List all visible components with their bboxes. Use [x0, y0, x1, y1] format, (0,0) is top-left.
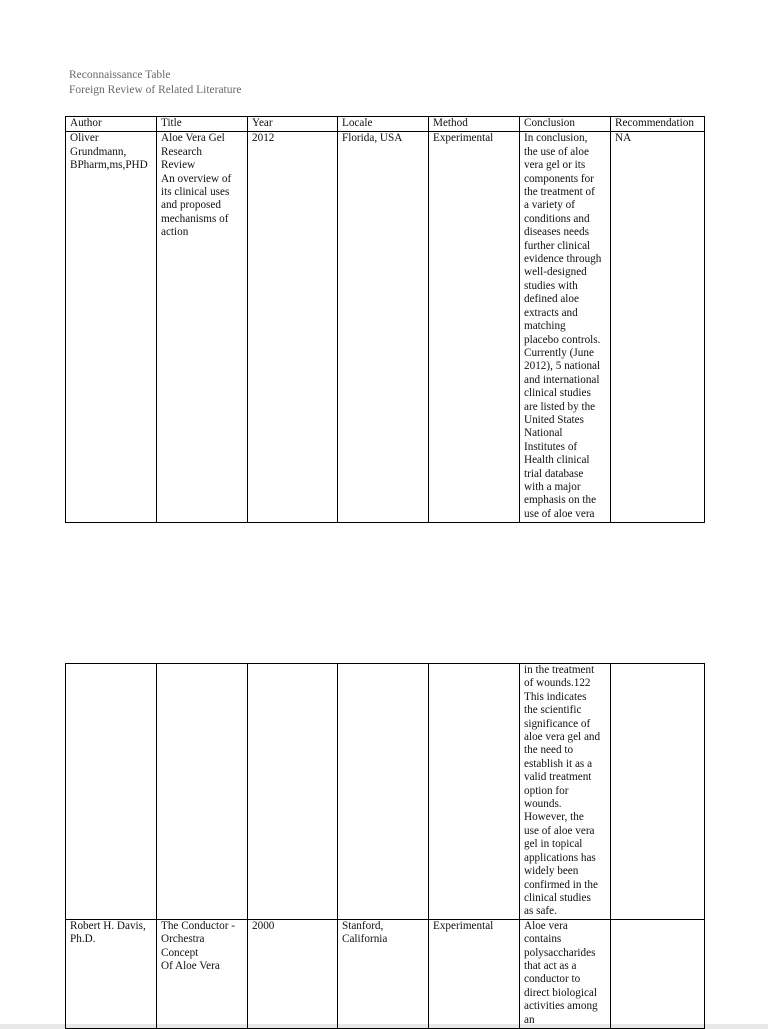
cell-author: Robert H. Davis, Ph.D. — [66, 919, 157, 1028]
table-header-row — [66, 117, 705, 132]
cell-author: Oliver Grundmann, BPharm,ms,PHD — [66, 132, 157, 523]
reconnaissance-table-continued — [65, 663, 705, 1029]
header-cell-year: Year — [248, 117, 338, 132]
cell-recommendation: NA — [611, 132, 705, 523]
cell-locale: Stanford, California — [338, 919, 429, 1028]
cell-year: 2012 — [248, 132, 338, 523]
document-heading — [69, 68, 241, 98]
cell-year-empty — [248, 664, 338, 920]
header-cell-method: Method — [429, 117, 520, 132]
cell-method: Experimental — [429, 919, 520, 1028]
table-row — [66, 919, 705, 1028]
table-row-continued — [66, 664, 705, 920]
heading-title: Reconnaissance Table — [69, 69, 171, 81]
heading-subtitle: Foreign Review of Related Literature — [69, 84, 242, 96]
header-cell-author: Author — [66, 117, 157, 132]
header-cell-recommendation: Recommendation — [611, 117, 705, 132]
cell-recommendation-empty — [611, 664, 705, 920]
header-cell-conclusion: Conclusion — [520, 117, 611, 132]
cell-author-empty — [66, 664, 157, 920]
cell-locale-empty — [338, 664, 429, 920]
cell-method-empty — [429, 664, 520, 920]
cell-title: Aloe Vera Gel Research Review An overview of its clinical uses and proposed mechanisms of action — [157, 132, 248, 523]
cell-conclusion: In conclusion, the use of aloe vera gel or its components for the treatment of a variety of conditions and diseases needs further clinical evidence through well-designed studies with defined aloe extracts and matching placebo controls. Currently (June 2012), 5 national and international clinical studies are listed by the United States National Institutes of Health clinical trial database with a major emphasis on the use of aloe vera — [520, 132, 611, 523]
cell-year: 2000 — [248, 919, 338, 1028]
cell-title-empty — [157, 664, 248, 920]
cell-conclusion: in the treatment of wounds.122 This indicates the scientific significance of aloe vera gel and the need to establish it as a valid treatment option for wounds. However, the use of aloe vera gel in topical applications has widely been confirmed in the clinical studies as safe. — [520, 664, 611, 920]
cell-method: Experimental — [429, 132, 520, 523]
cell-recommendation — [611, 919, 705, 1028]
table-row — [66, 132, 705, 523]
cell-title: The Conductor - Orchestra Concept Of Aloe Vera — [157, 919, 248, 1028]
header-cell-locale: Locale — [338, 117, 429, 132]
cell-locale: Florida, USA — [338, 132, 429, 523]
cell-conclusion: Aloe vera contains polysaccharides that act as a conductor to direct biological activities among an — [520, 919, 611, 1028]
reconnaissance-table — [65, 116, 705, 523]
header-cell-title: Title — [157, 117, 248, 132]
